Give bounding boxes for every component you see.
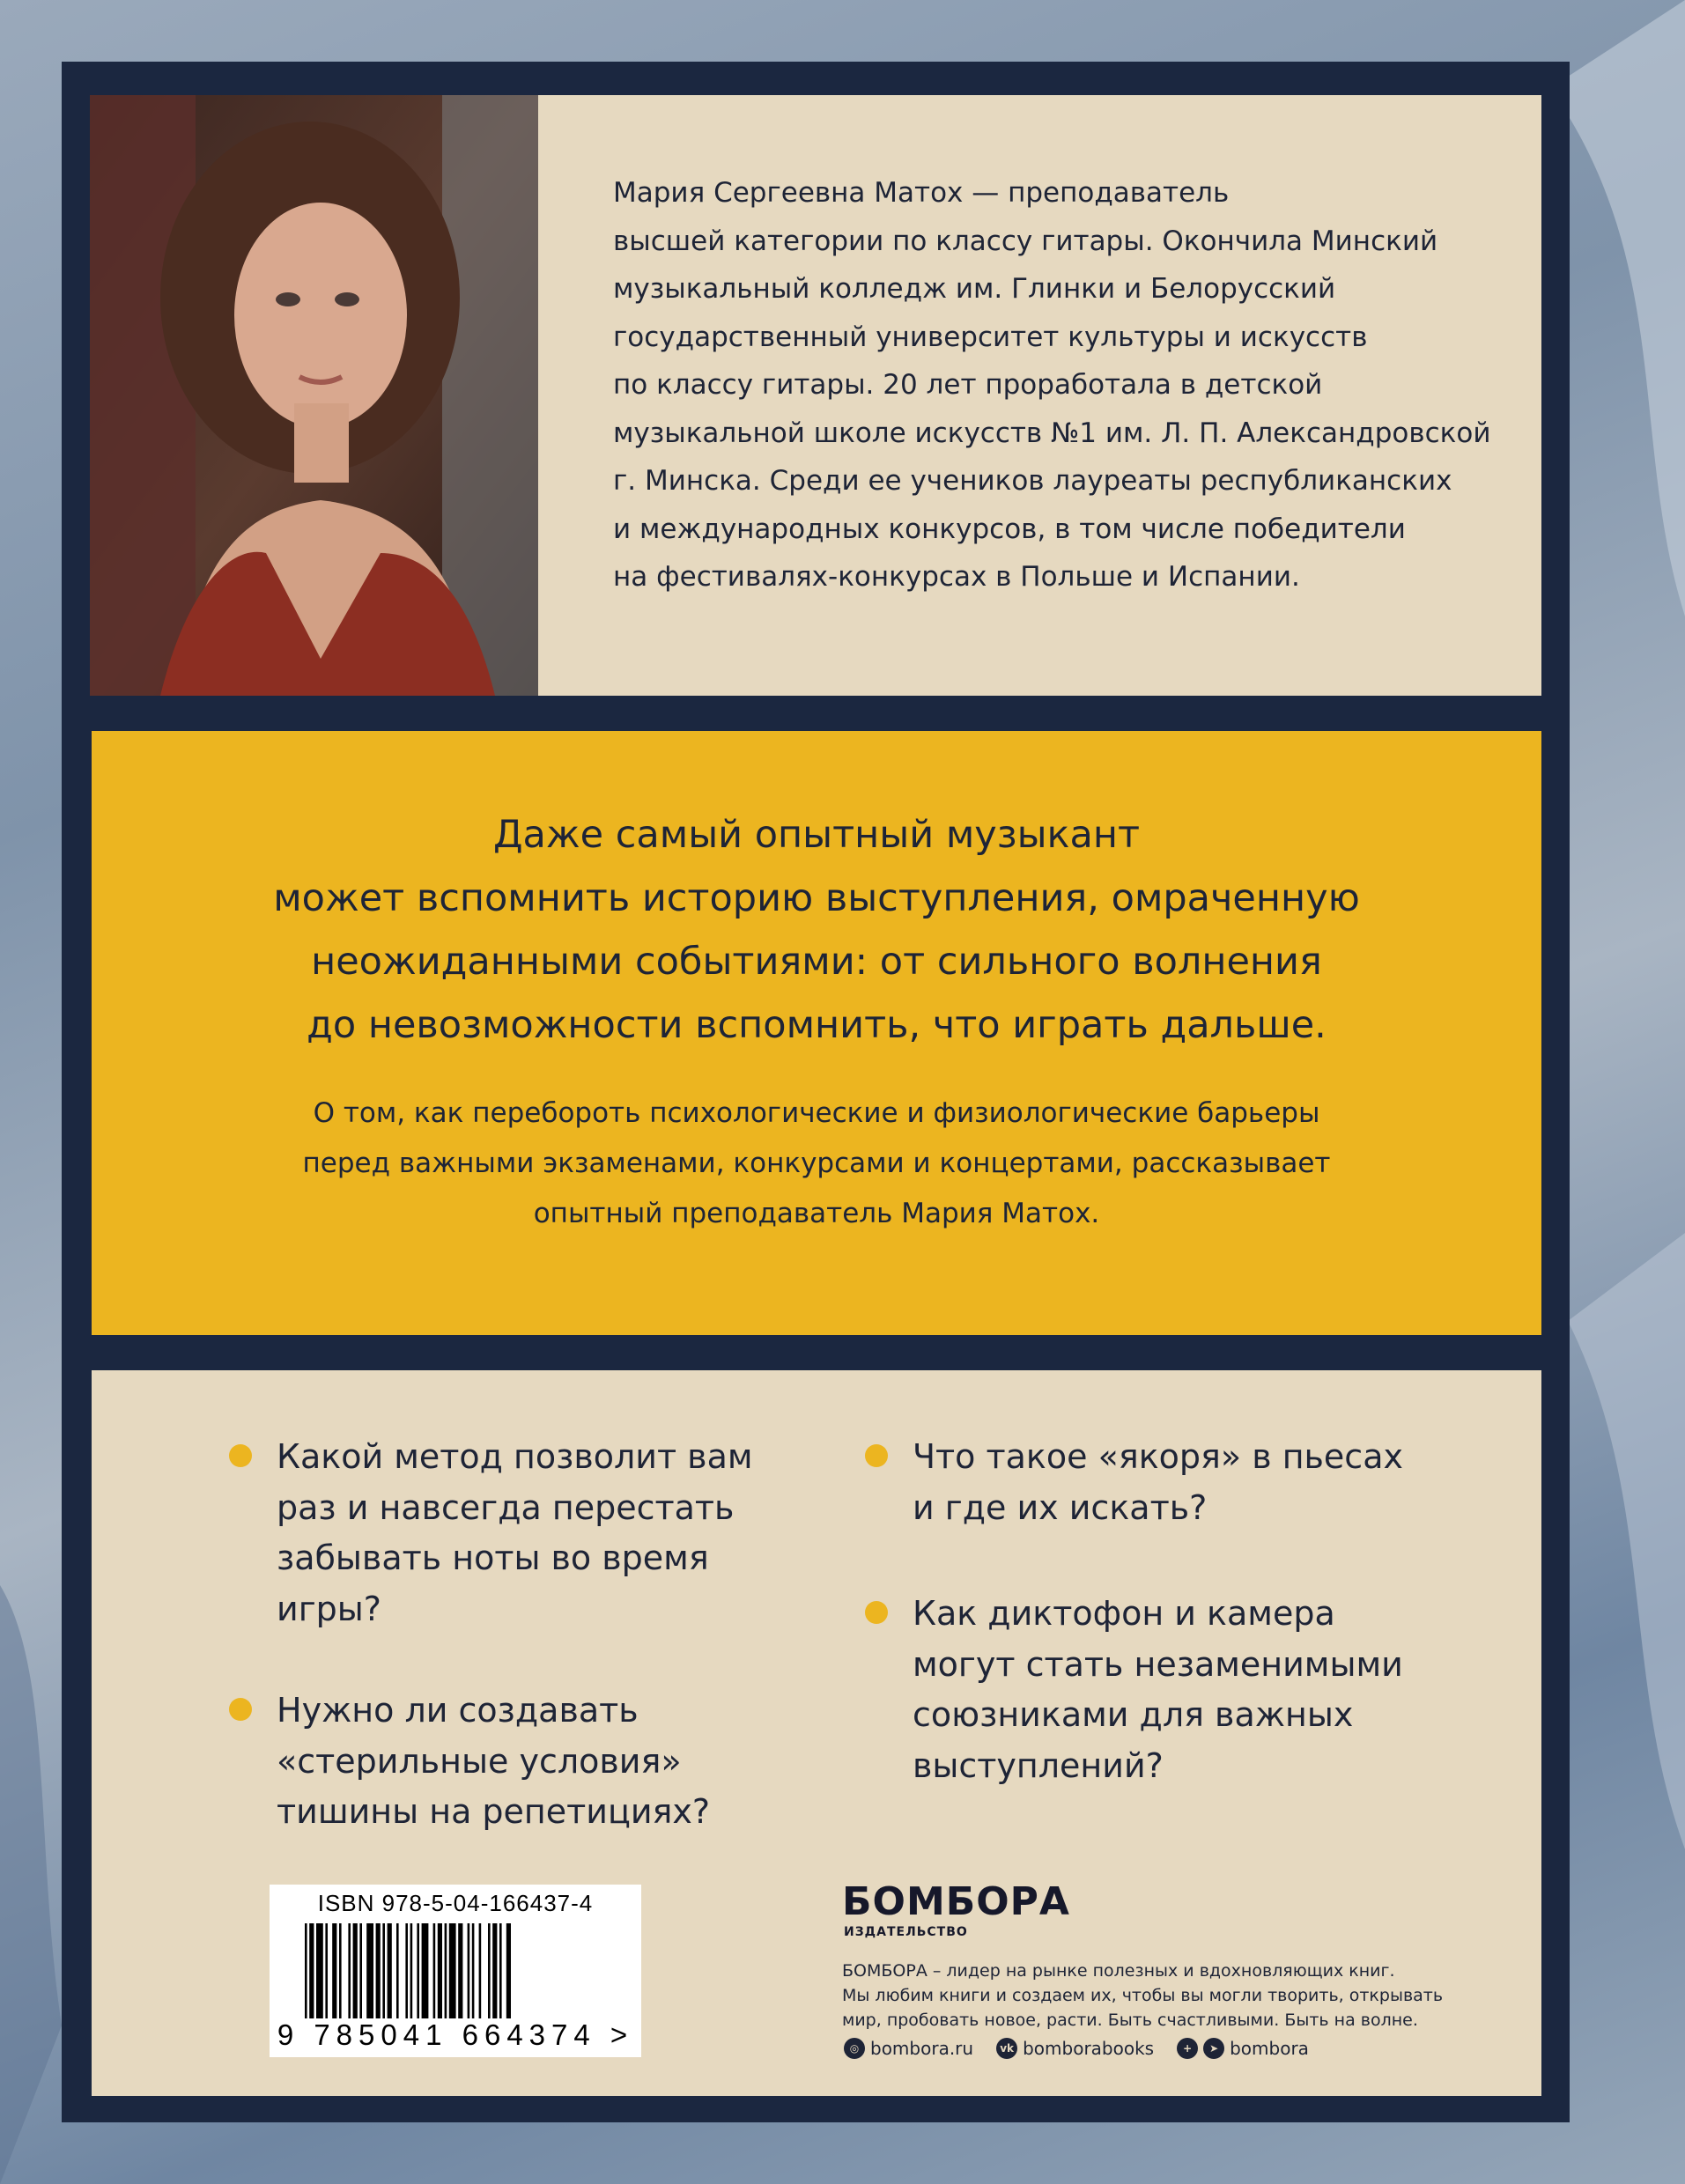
- publisher-logo: БОМБОРА: [842, 1879, 1070, 1924]
- bio-line: Мария Сергеевна Матох — преподаватель: [613, 177, 1230, 209]
- bullet-dot-icon: [865, 1601, 888, 1624]
- bio-line: по классу гитары. 20 лет проработала в детской: [613, 369, 1323, 401]
- isbn-label: ISBN 978-5-04-166437-4: [317, 1890, 594, 1916]
- lead-text: Даже самый опытный музыкант может вспомнить историю выступления, омраченную неожиданными событиями: от сильного волнения до невозможности вспомнить, что играть дальше.: [273, 813, 1360, 1047]
- bio-line: музыкальной школе искусств №1 им. Л. П. Александровской: [613, 417, 1491, 449]
- question-text: Как диктофон и камера могут стать незаменимыми союзниками для важных выступлений?: [913, 1594, 1403, 1785]
- question-item: [229, 1686, 710, 1838]
- social-link-site[interactable]: [844, 2038, 973, 2059]
- plus-icon: +: [1177, 2038, 1198, 2059]
- publisher-logo-subtitle: ИЗДАТЕЛЬСТВО: [844, 1925, 968, 1939]
- author-photo: [90, 95, 538, 696]
- annotation-text: О том, как перебороть психологические и физиологические барьеры перед важными экзаменами, конкурсами и концертами, рассказывает опытный преподаватель Мария Матох.: [302, 1097, 1331, 1229]
- question-text: Что такое «якоря» в пьесах и где их искать?: [913, 1437, 1403, 1527]
- social-link-vk[interactable]: [996, 2038, 1154, 2059]
- bio-line: государственный университет культуры и искусств: [613, 321, 1368, 353]
- author-bio: [613, 169, 1503, 601]
- barcode-digits: 9 785041 664374 >: [277, 2018, 634, 2051]
- bullet-dot-icon: [865, 1444, 888, 1467]
- social-label: bombora.ru: [870, 2038, 974, 2059]
- vk-icon: vk: [996, 2038, 1017, 2059]
- telegram-icon: ➤: [1203, 2038, 1224, 2059]
- question-item: [865, 1432, 1403, 1533]
- question-item: [865, 1589, 1403, 1791]
- question-item: [229, 1432, 753, 1634]
- bio-line: и международных конкурсов, в том числе победители: [613, 513, 1406, 545]
- publisher-about: БОМБОРА – лидер на рынке полезных и вдохновляющих книг. Мы любим книги и создаем их, чтобы вы могли творить, открывать мир, пробовать новое, расти. Быть счастливыми. Быть на волне.: [842, 1961, 1444, 2030]
- bio-line: на фестивалях-конкурсах в Польше и Испании.: [613, 561, 1300, 593]
- social-label: bomborabooks: [1023, 2038, 1155, 2059]
- bio-line: г. Минска. Среди ее учеников лауреаты республиканских: [613, 465, 1452, 497]
- bio-line: высшей категории по классу гитары. Окончила Минский: [613, 225, 1438, 257]
- publisher-socials: [844, 2038, 1332, 2059]
- bullet-dot-icon: [229, 1698, 252, 1721]
- barcode: [270, 1885, 641, 2057]
- social-label: bombora: [1230, 2038, 1309, 2059]
- bio-line: музыкальный колледж им. Глинки и Белорусский: [613, 273, 1336, 305]
- bullet-dot-icon: [229, 1444, 252, 1467]
- social-link-telegram[interactable]: [1177, 2038, 1309, 2059]
- question-text: Какой метод позволит вам раз и навсегда перестать забывать ноты во время игры?: [277, 1437, 753, 1628]
- question-text: Нужно ли создавать «стерильные условия» тишины на репетициях?: [277, 1691, 711, 1831]
- barcode-bars-icon: [305, 1923, 604, 2018]
- globe-icon: ◎: [844, 2038, 865, 2059]
